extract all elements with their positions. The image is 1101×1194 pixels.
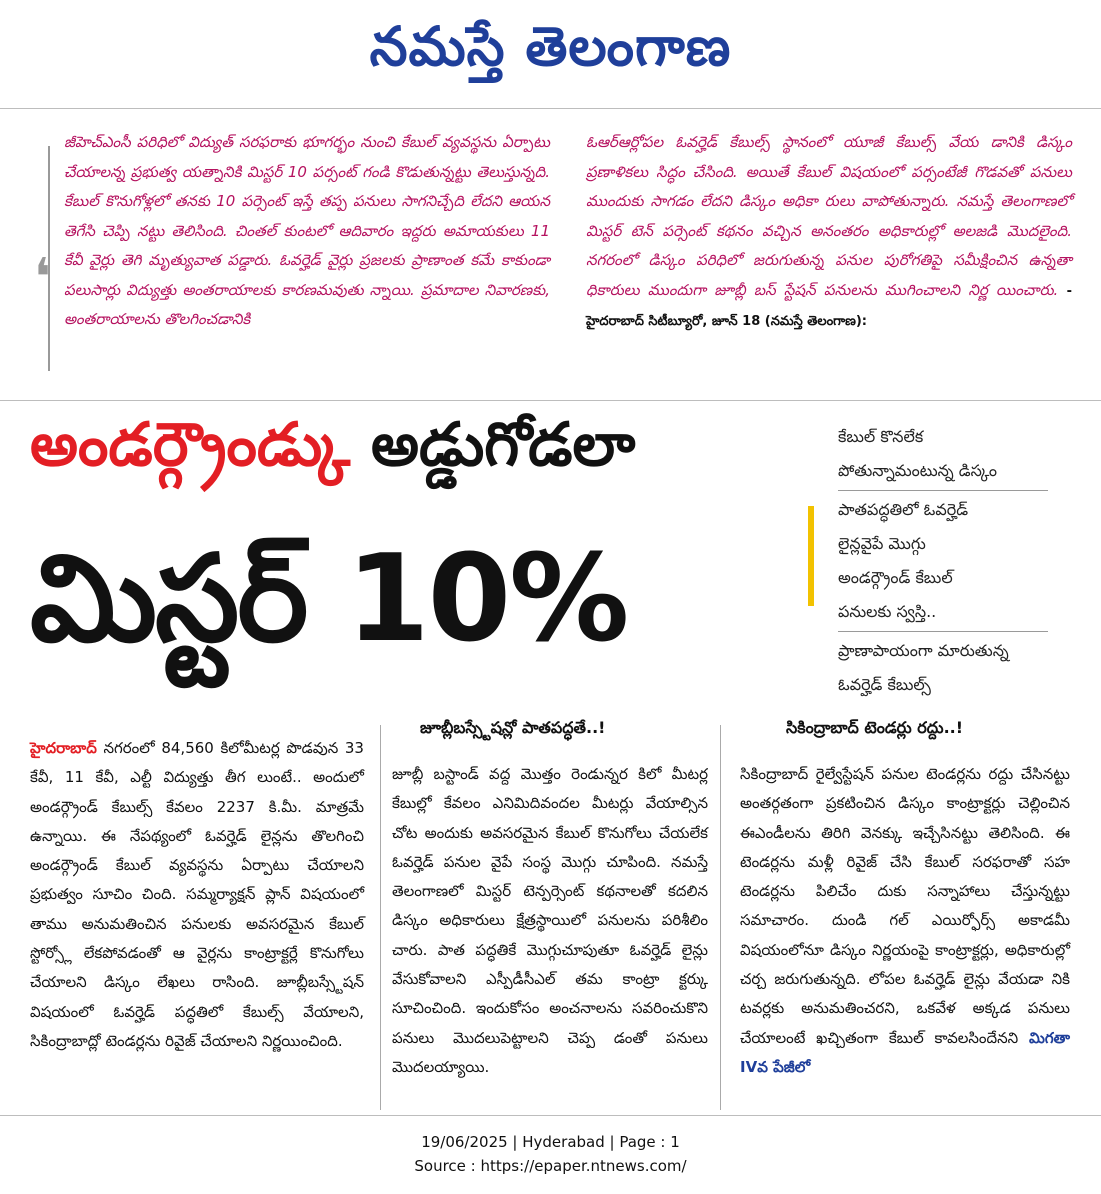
column-3-text: సికింద్రాబాద్ రైల్వేస్టేషన్ పనుల టెండర్లను రద్దు చేసినట్టు అంతర్గతంగా ప్రకటించిన డిస్కం కాంట్రాక్టర్లు చెల్లించిన ఈఎండీలను తిరిగి వెనక్కు ఇచ్చేసినట్టు తెలిసింది. ఈ టెండర్లను మళ్లీ రివైజ్ చేసి కేబుల్ సరఫరాతో సహ టెండర్లను పిలిచేం దుకు సన్నాహాలు చేస్తున్నట్టు సమాచారం. దుండి గల్ ఎయిర్ఫోర్స్ అకాడమీ విషయంలోనూ డిస్కం నిర్ణయంపై కాంట్రాక్టర్లు, అధికారుల్లో చర్చ జరుగుతున్నది. లోపల ఓవర్హెడ్ లైన్లు వేయడా నికి టవర్లకు అనుమతించరని, ఒకవేళ అక్కడ పనులు చేయాలంటే ఖచ్చితంగా కేబుల్ కావలసిందేనని bbox=[740, 765, 1070, 1047]
highlight-item bbox=[838, 634, 1078, 702]
highlight-line: పనులకు స్వస్తి.. bbox=[838, 602, 937, 621]
subhead-secunderabad: సికింద్రాబాద్ టెండర్లు రద్దు..! bbox=[786, 718, 964, 737]
footer-date-page: 19/06/2025 | Hyderabad | Page : 1 bbox=[421, 1133, 680, 1151]
highlight-line: పోతున్నామంటున్న డిస్కం bbox=[838, 461, 998, 480]
quote-right-column bbox=[586, 128, 1072, 337]
article-column-3 bbox=[740, 760, 1070, 1082]
highlight-line: అండర్గ్రౌండ్ కేబుల్ bbox=[838, 568, 953, 587]
sidebar-highlights bbox=[808, 420, 1078, 702]
quote-left-text: జీహెచ్ఎంసీ పరిధిలో విద్యుత్ సరఫరాకు భూగర్భం నుంచి కేబుల్ వ్యవస్థను ఏర్పాటు చేయాలన్న ప్రభుత్వ యత్నానికి మిస్టర్ 10 పర్సంట్ గండి కొడుతున్నట్టు తెలుస్తున్నది. కేబుల్ కొనుగోళ్లలో తనకు 10 పర్సెంట్ ఇస్తే తప్ప పనులు సాగనిచ్చేది లేదని ఆయన తెగేసి చెప్పి నట్టు తెలిసింది. చింతల్ కుంటలో ఆదివారం ఇద్దరు అమాయకులు 11 కేవీ వైర్లు తెగి మృత్యువాత పడ్డారు. ఓవర్హెడ్ వైర్లు ప్రజలకు ప్రాణాంత కమే కాకుండా పలుసార్లు విద్యుత్తు అంతరాయాలకు కారణమవుతు న్నాయి. ప్రమాదాల నివారణకు, అంతరాయాలను తొలగించడానికి bbox=[64, 133, 550, 328]
quote-mark-icon: ❛ bbox=[34, 248, 51, 308]
newspaper-logo: నమస్తే తెలంగాణ bbox=[369, 14, 732, 78]
headline-top bbox=[30, 410, 635, 494]
highlight-line: ఓవర్హెడ్ కేబుల్స్ bbox=[838, 675, 931, 694]
masthead-divider bbox=[0, 108, 1101, 109]
highlight-line: కేబుల్ కొనలేక bbox=[838, 427, 924, 446]
headline-black-part: కు అడ్డుగోడలా bbox=[350, 410, 636, 480]
highlight-line: పాతపద్ధతిలో ఓవర్హెడ్ bbox=[838, 500, 969, 519]
quote-divider bbox=[0, 400, 1101, 401]
article-column-2 bbox=[392, 760, 708, 1082]
highlight-divider bbox=[838, 631, 1048, 632]
highlight-item bbox=[838, 420, 1078, 488]
quote-credit: - హైదరాబాద్ సిటీబ్యూరో, జూన్ 18 (నమస్తే తెలంగాణ): bbox=[586, 283, 1072, 329]
dateline: హైదరాబాద్ bbox=[30, 739, 97, 757]
highlight-bar bbox=[808, 506, 814, 606]
highlight-line: ప్రాణాపాయంగా మారుతున్న bbox=[838, 641, 1009, 660]
footer bbox=[0, 1130, 1101, 1178]
column-1-text: నగరంలో 84,560 కిలోమీటర్ల పొడవున 33 కేవీ, 11 కేవీ, ఎల్టీ విద్యుత్తు తీగ లుంటే.. అందులో అండర్గ్రౌండ్ కేబుల్స్ కేవలం 2237 కి.మీ. మాత్రమే ఉన్నాయి. ఈ నేపథ్యంలో ఓవర్హెడ్ లైన్లను తొలగించి అండర్గ్రౌండ్ కేబుల్ వ్యవస్థను ఏర్పాటు చేయాలని ప్రభుత్వం సూచిం చింది. సమ్మర్యాక్షన్ ప్లాన్ విషయంలో తాము అనుమతించిన పనులకు అవసరమైన కేబుల్ స్టోర్స్లో లేకపోవడంతో ఆ వైర్లను కాంట్రాక్టర్లే కొనుగోలు చేయాలని డిస్కం లేఖలు రాసింది. జూబ్లీబస్స్టేషన్ విషయంలో ఓవర్హెడ్ పద్ధతిలో కేబుల్స్ వేయాలని, సికింద్రాబాద్లో టెండర్లను రివైజ్ చేయాలని నిర్ణయించింది. bbox=[30, 739, 364, 1050]
highlight-line: లైన్లవైపే మొగ్గు bbox=[838, 534, 926, 553]
highlight-item bbox=[838, 493, 1078, 561]
column-divider bbox=[380, 725, 381, 1110]
masthead bbox=[0, 0, 1101, 110]
headline-main: మిస్టర్ 10% bbox=[30, 530, 628, 669]
headline-red-part: అండర్గ్రౌండ్ bbox=[30, 410, 351, 480]
quote-right-text: ఓఆర్ఆర్లోపల ఓవర్హెడ్ కేబుల్స్ స్థానంలో యూజీ కేబుల్స్ వేయ డానికి డిస్కం ప్రణాళికలు సిద్ధం చేసింది. అయితే కేబుల్ విషయంలో పర్సంటేజీ గొడవతో పనులు ముందుకు సాగడం లేదని డిస్కం అధికా రులు వాపోతున్నారు. నమస్తే తెలంగాణలో మిస్టర్ టెన్ పర్సెంట్ కథనం వచ్చిన అనంతరం అధికారుల్లో అలజడి మొదలైంది. నగరంలో డిస్కం పరిధిలో జరుగుతున్న పనుల పురోగతిపై సమీక్షించిన ఉన్నతా ధికారులు ముందుగా జూబ్లీ బస్ స్టేషన్ పనులను ముగించాలని నిర్ణ యించారు. bbox=[586, 133, 1072, 299]
article-column-1 bbox=[30, 734, 364, 1056]
column-2-text: జూబ్లీ బస్టాండ్ వద్ద మొత్తం రెండున్నర కిలో మీటర్ల కేబుల్లో కేవలం ఎనిమిదివందల మీటర్లు వేయాల్సిన చోట అందుకు అవసరమైన కేబుల్ కొనుగోలు చేయలేక ఓవర్హెడ్ పనుల వైపే సంస్థ మొగ్గు చూపింది. నమస్తే తెలంగాణలో మిస్టర్ టెన్పర్సెంట్ కథనాలతో కదలిన డిస్కం అధికారులు క్షేత్రస్థాయిలో పనులను పరిశీలిం చారు. పాత పద్ధతికే మొగ్గుచూపుతూ ఓవర్హెడ్ లైన్లు వేసుకోవాలని ఎస్పీడీసీఎల్ తమ కాంట్రా క్టర్కు సూచించింది. ఇందుకోసం అంచనాలను సవరించుకొని పనులు మొదలుపెట్టాలని చెప్ప డంతో పనులు మొదలయ్యాయి. bbox=[392, 765, 708, 1076]
highlight-item bbox=[838, 561, 1078, 629]
footer-source: Source : https://epaper.ntnews.com/ bbox=[414, 1157, 687, 1175]
quote-box bbox=[34, 128, 1076, 390]
highlight-divider bbox=[838, 490, 1048, 491]
footer-divider bbox=[0, 1115, 1101, 1116]
subhead-jubilee: జూబ్లీబస్స్టేషన్లో పాతపద్ధతే..! bbox=[420, 718, 606, 737]
continued-link[interactable]: మిగతా IVవ పేజీలో bbox=[740, 1028, 1070, 1076]
column-divider bbox=[720, 725, 721, 1110]
